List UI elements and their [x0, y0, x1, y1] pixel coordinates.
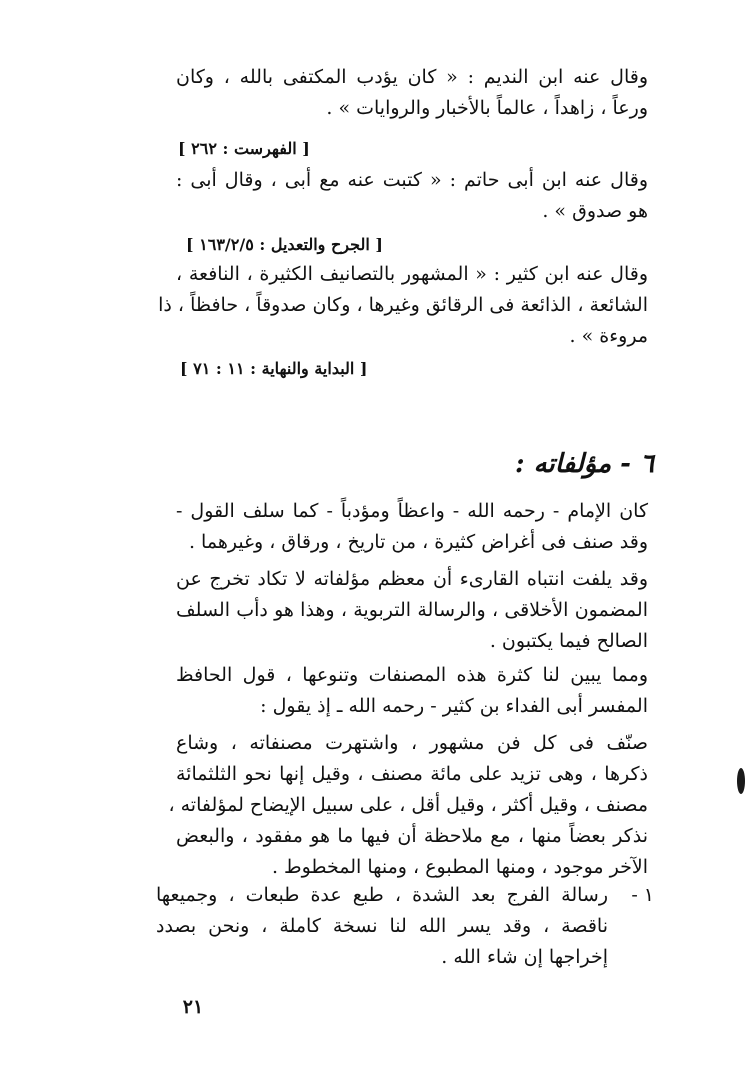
paragraph-3-line-1: ومما يبين لنا كثرة هذه المصنفات وتنوعها ، قول الحافظ [176, 664, 648, 686]
quote-ibn-kathir-line-3: مروءة » . [569, 325, 648, 347]
paragraph-1-line-2: وقد صنف فى أغراض كثيرة ، من تاريخ ، ورقاق ، وغيرهما . [188, 531, 648, 553]
item-1-number: ١ - [631, 884, 654, 906]
paragraph-4-line-2: ذكرها ، وهى تزيد على مائة مصنف ، وقيل إنها نحو الثلثمائة [176, 763, 648, 785]
quote-ibn-abi-hatim-line-1: وقال عنه ابن أبى حاتم : « كتبت عنه مع أبى ، وقال أبى : [176, 169, 648, 191]
item-1-line-1: رسالة الفرج بعد الشدة ، طبع عدة طبعات ، وجميعها [156, 884, 608, 906]
quote-ibn-nadim-line-2: ورعاً ، زاهداً ، عالماً بالأخبار والروايات » . [326, 97, 648, 119]
paragraph-4-line-1: صنّف فى كل فن مشهور ، واشتهرت مصنفاته ، وشاع [176, 732, 648, 754]
paragraph-2-line-3: الصالح فيما يكتبون . [489, 630, 648, 652]
source-jarh-tadil: [ الجرح والتعديل : ١٦٣/٢/٥ ] [186, 235, 383, 254]
paragraph-3-line-2: المفسر أبى الفداء بن كثير - رحمه الله ـ إذ يقول : [260, 695, 648, 717]
quote-ibn-nadim-line-1: وقال عنه ابن النديم : « كان يؤدب المكتفى بالله ، وكان [176, 66, 648, 88]
source-bidaya-nihaya: [ البداية والنهاية : ١١ : ٧١ ] [180, 359, 368, 378]
paragraph-2-line-2: المضمون الأخلاقى ، والرسالة التربوية ، وهذا هو دأب السلف [176, 599, 648, 621]
item-1-line-3: إخراجها إن شاء الله . [441, 946, 608, 968]
page-number: ٢١ [182, 996, 204, 1018]
item-1-line-2: ناقصة ، وقد يسر الله لنا نسخة كاملة ، ونحن بصدد [156, 915, 608, 937]
scan-mark [737, 768, 745, 794]
section-heading: ٦ - مؤلفاته : [514, 449, 654, 479]
paragraph-1-line-1: كان الإمام - رحمه الله - واعظاً ومؤدباً - كما سلف القول - [176, 500, 648, 522]
paragraph-2-line-1: وقد يلفت انتباه القارىء أن معظم مؤلفاته لا تكاد تخرج عن [176, 568, 648, 590]
paragraph-4-line-3: مصنف ، وقيل أكثر ، وقيل أقل ، على سبيل الإيضاح لمؤلفاته ، [168, 794, 648, 816]
source-fihrist: [ الفهرست : ٢٦٢ ] [178, 139, 310, 158]
paragraph-4-line-4: نذكر بعضاً منها ، مع ملاحظة أن فيها ما هو مفقود ، والبعض [176, 825, 648, 847]
paragraph-4-line-5: الآخر موجود ، ومنها المطبوع ، ومنها المخطوط . [271, 856, 648, 878]
quote-ibn-kathir-line-1: وقال عنه ابن كثير : « المشهور بالتصانيف الكثيرة ، النافعة ، [176, 263, 648, 285]
quote-ibn-kathir-line-2: الشائعة ، الذائعة فى الرقائق وغيرها ، وكان صدوقاً ، حافظاً ، ذا [158, 294, 648, 316]
quote-ibn-abi-hatim-line-2: هو صدوق » . [542, 200, 648, 222]
